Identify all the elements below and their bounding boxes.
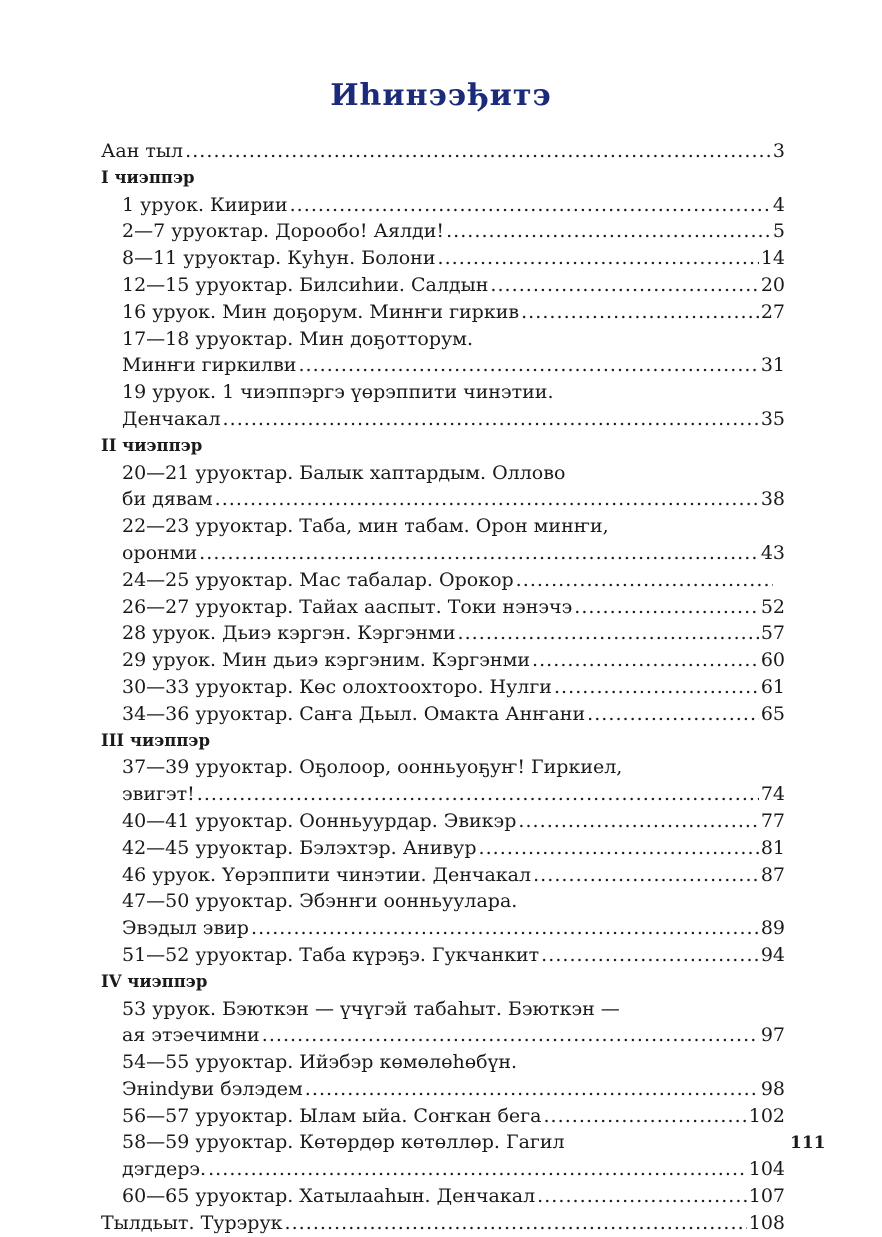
- toc-entry-page: 108: [748, 1211, 785, 1234]
- toc-entry-page: 3: [772, 140, 785, 162]
- toc-entry-aan-tyl[interactable]: [101, 138, 785, 165]
- leader-dots: [285, 1210, 747, 1237]
- toc-entry-page: 52: [760, 595, 785, 618]
- toc-entry-text: 58—59 уруоктар. Көтөрдөр көтөллөр. Гагил: [122, 1131, 565, 1154]
- leader-dots: [541, 942, 759, 969]
- leader-dots: [208, 1156, 747, 1183]
- section-heading-2: [101, 433, 785, 460]
- leader-dots: [516, 567, 773, 594]
- toc-entry-continued[interactable]: [101, 460, 785, 487]
- toc-entry-text: Энindуви бэлэдем: [122, 1077, 303, 1100]
- toc-entry[interactable]: [101, 352, 785, 379]
- toc-entry-text: 28 уруок. Дьиэ кэргэн. Кэргэнми: [122, 622, 456, 645]
- toc-entry-continued[interactable]: [101, 888, 785, 915]
- toc-entry[interactable]: [101, 862, 785, 889]
- leader-dots: [574, 594, 759, 621]
- toc-entry-text: 54—55 уруоктар. Ийэбэр көмөлөhөбүн.: [122, 1051, 518, 1074]
- toc-entry-page: 97: [760, 1024, 785, 1047]
- leader-dots: [521, 299, 759, 326]
- leader-dots: [543, 1103, 746, 1130]
- toc-entry-continued[interactable]: [101, 996, 785, 1023]
- toc-entry[interactable]: [101, 594, 785, 621]
- page-number: 111: [790, 1133, 826, 1153]
- leader-dots: [251, 915, 759, 942]
- toc-entry-text: 8—11 уруоктар. Куhун. Болони: [122, 247, 436, 270]
- toc-entry-text: 12—15 уруоктар. Билсиhии. Салдын: [122, 273, 489, 296]
- toc-entry[interactable]: [101, 299, 785, 326]
- toc-entry[interactable]: [101, 486, 785, 513]
- leader-dots: [197, 781, 759, 808]
- toc-entry-page: 60: [760, 649, 785, 672]
- toc-entry-page: 27: [760, 300, 785, 323]
- leader-dots: [438, 245, 759, 272]
- toc-entry-page: 5: [772, 220, 785, 243]
- leader-dots: [223, 406, 759, 433]
- toc-entry[interactable]: [101, 1103, 785, 1130]
- toc-entry[interactable]: [101, 1183, 785, 1210]
- toc-entry-page: 31: [760, 354, 785, 377]
- leader-dots: [185, 138, 771, 165]
- toc-entry-page: 81: [760, 836, 785, 859]
- toc-entry[interactable]: [101, 1076, 785, 1103]
- toc-entry[interactable]: [101, 406, 785, 433]
- toc-entry-page: 104: [748, 1158, 785, 1181]
- toc-entry[interactable]: [101, 701, 785, 728]
- toc-entry-glossary[interactable]: [101, 1210, 785, 1237]
- toc-entry-page: 107: [748, 1185, 785, 1208]
- leader-dots: [199, 540, 759, 567]
- toc-entry[interactable]: [101, 192, 785, 219]
- toc-entry-continued[interactable]: [101, 754, 785, 781]
- toc-entry-text: 17—18 уруоктар. Мин доҕотторум.: [122, 327, 473, 350]
- toc-entry[interactable]: [101, 540, 785, 567]
- section-heading-4: [101, 969, 785, 996]
- toc-entry[interactable]: [101, 647, 785, 674]
- leader-dots: [533, 862, 759, 889]
- toc-entry-text: 20—21 уруоктар. Балык хаптардым. Оллово: [122, 461, 566, 484]
- toc-entry[interactable]: [101, 620, 785, 647]
- toc-entry-page: 43: [760, 541, 785, 564]
- toc-entry-page: 61: [760, 675, 785, 698]
- toc-entry-page: 57: [760, 622, 785, 645]
- toc-entry[interactable]: [101, 567, 785, 594]
- section-title: I чиэппэр: [101, 167, 195, 187]
- toc-entry-text: ая этэечимни: [122, 1024, 260, 1047]
- leader-dots: [518, 808, 758, 835]
- leader-dots: [446, 218, 771, 245]
- toc-entry[interactable]: [101, 674, 785, 701]
- toc-entry-text: 26—27 уруоктар. Тайах ааспыт. Токи нэнэчэ: [122, 595, 573, 618]
- leader-dots: [305, 1076, 759, 1103]
- toc-entry-text: 16 уруок. Мин доҕорум. Минҥи гиркив: [122, 300, 520, 323]
- toc-entry-text: 24—25 уруоктар. Мас табалар. Орокор: [122, 568, 514, 591]
- toc-entry-text: 53 уруок. Бэюткэн — үчүгэй табаhыт. Бэюткэн —: [122, 997, 620, 1020]
- leader-dots: [490, 272, 758, 299]
- toc-entry[interactable]: [101, 218, 785, 245]
- toc-entry[interactable]: [101, 245, 785, 272]
- section-heading-3: [101, 728, 785, 755]
- toc-entry-text: 2—7 уруоктар. Дорообо! Аялди!: [122, 220, 445, 243]
- toc-entry-continued[interactable]: [101, 1049, 785, 1076]
- toc-entry-text: 30—33 уруоктар. Көс олохтоохторо. Нулги: [122, 675, 552, 698]
- toc-entry-text: 34—36 уруоктар. Саҥа Дьыл. Омакта Анҥани: [122, 702, 586, 725]
- toc-entry-page: 65: [760, 702, 785, 725]
- toc-entry-page: 98: [760, 1077, 785, 1100]
- toc-entry-text: Эвэдыл эвир: [122, 917, 249, 940]
- leader-dots: [532, 647, 759, 674]
- leader-dots: [458, 620, 759, 647]
- leader-dots: [479, 835, 759, 862]
- toc-entry-continued[interactable]: [101, 379, 785, 406]
- toc-entry-page: 89: [760, 917, 785, 940]
- toc-entry-page: 4: [772, 193, 785, 216]
- toc-entry-text: Аан тыл: [101, 140, 184, 162]
- toc-entry-page: 94: [760, 943, 785, 966]
- toc-entry-text: Минҥи гиркилви: [122, 354, 297, 377]
- section-heading-1: [101, 165, 785, 192]
- leader-dots: [587, 701, 759, 728]
- toc-entry-text: би дявам: [122, 488, 213, 511]
- toc-entry-text: 47—50 уруоктар. Эбэнҥи оонньуулара.: [122, 890, 518, 913]
- toc-entry-text: эвигэт!: [122, 783, 195, 806]
- toc-entry[interactable]: [101, 915, 785, 942]
- leader-dots: [262, 1022, 759, 1049]
- toc-entry[interactable]: [101, 808, 785, 835]
- toc-entry-text: 1 уруок. Киирии: [122, 193, 288, 216]
- toc-entry-text: 37—39 уруоктар. Оҕолоор, оонньуоҕуҥ! Гиркиел,: [122, 756, 623, 779]
- toc-entry-page: 77: [760, 809, 785, 832]
- toc-entry-text: 29 уруок. Мин дьиэ кэргэним. Кэргэнми: [122, 649, 531, 672]
- toc-entry-text: оронми: [122, 541, 198, 564]
- toc-entry-page: 87: [760, 863, 785, 886]
- toc-entry[interactable]: [101, 835, 785, 862]
- toc-entry-continued[interactable]: [101, 513, 785, 540]
- toc-entry-text: Денчакал: [122, 407, 221, 430]
- section-title: IV чиэппэр: [101, 971, 208, 991]
- toc-entry-text: дэгдерэ.: [122, 1158, 207, 1181]
- toc-entry-page: 102: [748, 1104, 785, 1127]
- toc-entry[interactable]: [101, 942, 785, 969]
- leader-dots: [554, 674, 759, 701]
- leader-dots: [290, 192, 771, 219]
- toc-entry-text: 60—65 уруоктар. Хатылааhын. Денчакал: [122, 1185, 536, 1208]
- toc-entry-text: 51—52 уруоктар. Таба күрэҕэ. Гукчанкит: [122, 943, 540, 966]
- table-of-contents: [101, 138, 785, 1237]
- toc-entry-page: 35: [760, 407, 785, 430]
- toc-entry-page: 74: [760, 783, 785, 806]
- leader-dots: [215, 486, 759, 513]
- toc-entry-text: 40—41 уруоктар. Оонньуурдар. Эвикэр: [122, 809, 517, 832]
- toc-entry[interactable]: [101, 1022, 785, 1049]
- toc-entry-text: 56—57 уруоктар. Ылам ыйа. Соҥкан бега: [122, 1104, 542, 1127]
- toc-entry-text: 19 уруок. 1 чиэппэргэ үөрэппити чинэтии.: [122, 381, 554, 404]
- section-title: II чиэппэр: [101, 435, 203, 455]
- toc-entry-text: 42—45 уруоктар. Бэлэхтэр. Анивур: [122, 836, 477, 859]
- page-title: Иhинээђитэ: [330, 78, 552, 113]
- leader-dots: [298, 352, 758, 379]
- section-title: III чиэппэр: [101, 730, 210, 750]
- toc-entry[interactable]: [101, 781, 785, 808]
- toc-entry[interactable]: [101, 272, 785, 299]
- toc-entry-continued[interactable]: [101, 326, 785, 353]
- toc-entry-text: Тылдьыт. Турэрук: [101, 1211, 283, 1234]
- toc-entry-text: 22—23 уруоктар. Таба, мин табам. Орон минҥи,: [122, 515, 609, 538]
- toc-entry-page: 14: [760, 247, 785, 270]
- toc-entry-continued[interactable]: [101, 1129, 785, 1156]
- toc-entry-page: 20: [760, 273, 785, 296]
- toc-entry-text: 46 уруок. Үөрэппити чинэтии. Денчакал: [122, 863, 532, 886]
- leader-dots: [537, 1183, 747, 1210]
- toc-entry-page: 38: [760, 488, 785, 511]
- toc-entry[interactable]: [101, 1156, 785, 1183]
